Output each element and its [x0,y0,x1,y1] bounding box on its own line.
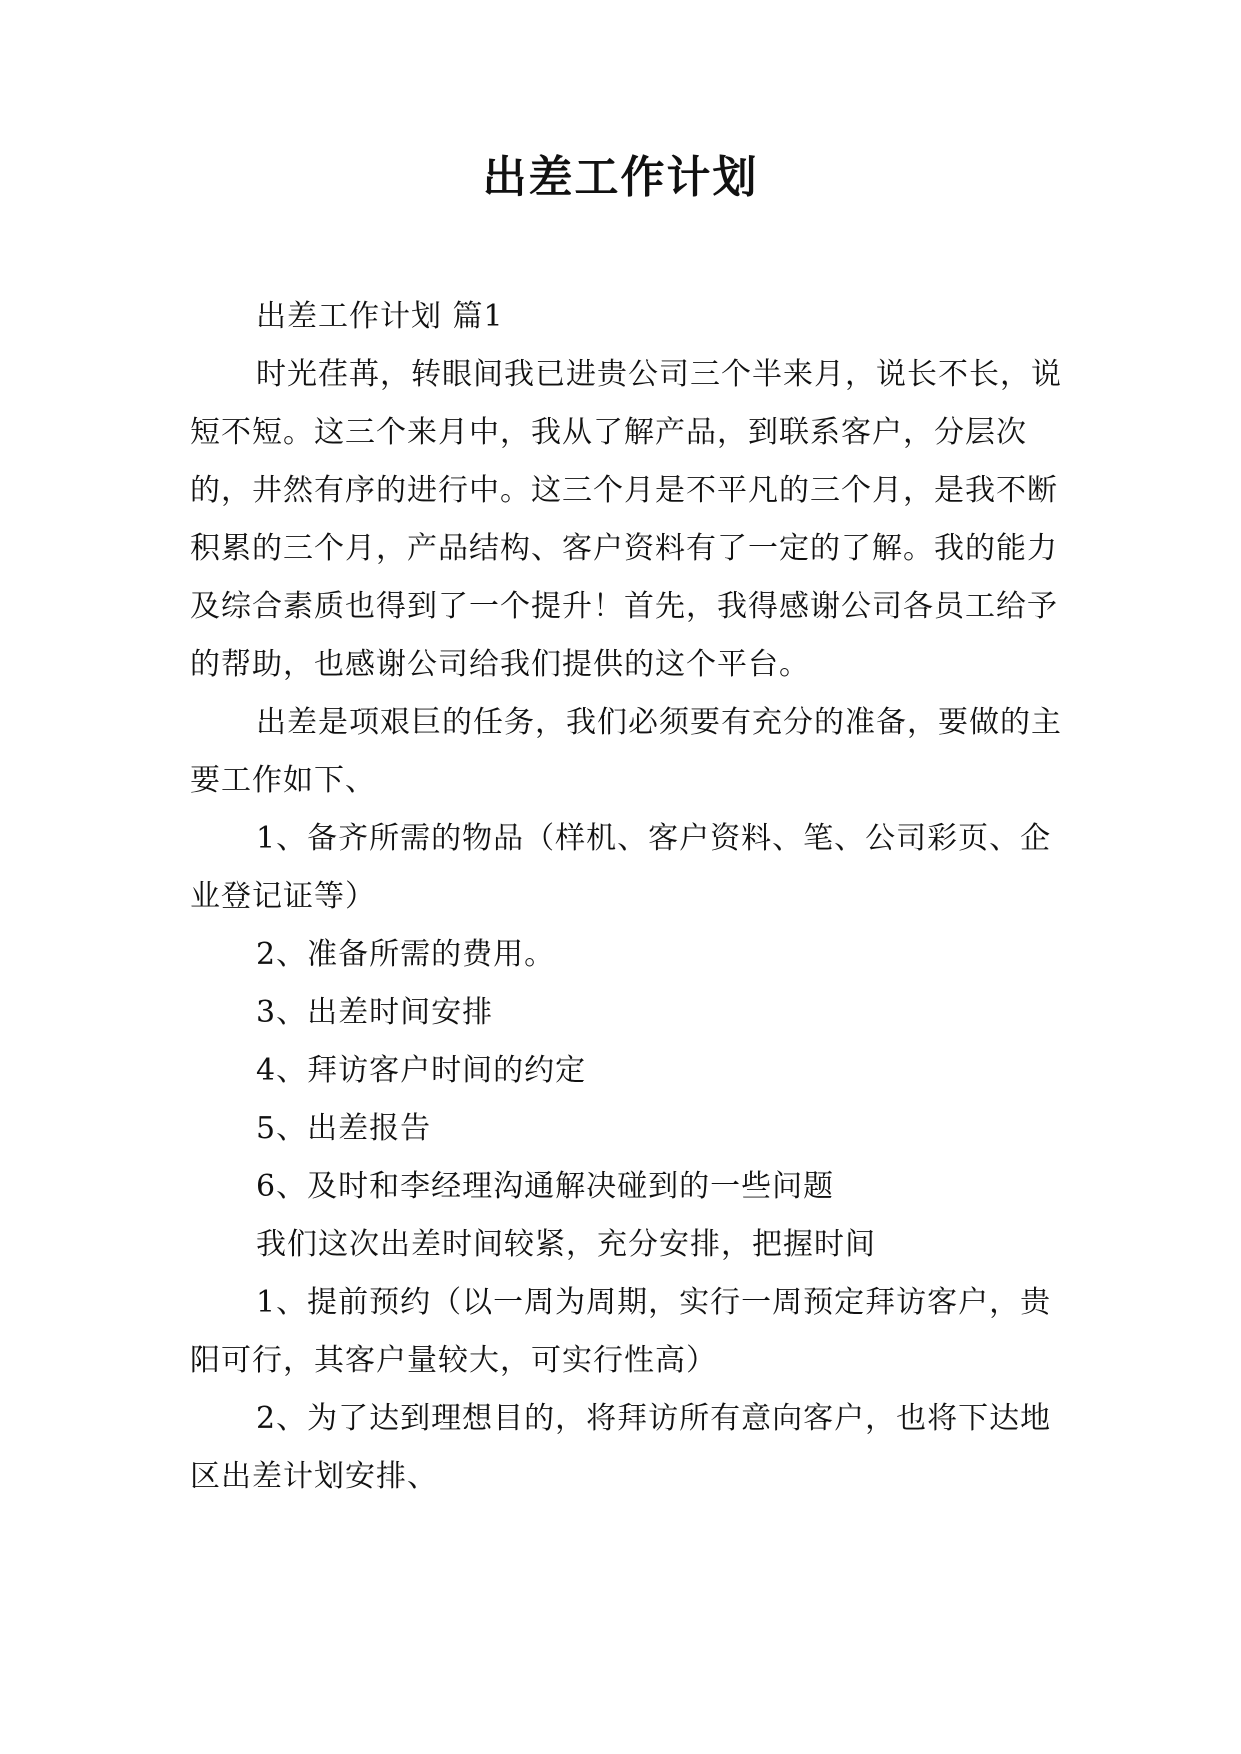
list-item: 1、提前预约（以一周为周期，实行一周预定拜访客户，贵阳可行，其客户量较大，可实行性高） [190,1285,1052,1378]
list-item: 1、备齐所需的物品（样机、客户资料、笔、公司彩页、企业登记证等） [190,821,1052,914]
document-title: 出差工作计划 [482,152,759,203]
document-body [190,288,1070,1506]
list-item: 2、为了达到理想目的，将拜访所有意向客户，也将下达地区出差计划安排、 [190,1401,1052,1494]
list-item: 2、准备所需的费用。 [256,937,556,972]
paragraph-schedule: 我们这次出差时间较紧，充分安排，把握时间 [256,1227,876,1262]
list-item: 5、出差报告 [256,1111,432,1146]
list-item: 6、及时和李经理沟通解决碰到的一些问题 [256,1169,835,1204]
list-item: 3、出差时间安排 [256,995,494,1030]
section-heading: 出差工作计划 篇1 [256,299,504,334]
paragraph-preparation: 出差是项艰巨的任务，我们必须要有充分的准备，要做的主要工作如下、 [190,705,1062,798]
list-item: 4、拜访客户时间的约定 [256,1053,587,1088]
paragraph-intro: 时光荏苒，转眼间我已进贵公司三个半来月，说长不长，说短不短。这三个来月中，我从了解产品，到联系客户，分层次的，井然有序的进行中。这三个月是不平凡的三个月，是我不断积累的三个月，产品结构、客户资料有了一定的了解。我的能力及综合素质也得到了一个提升！首先，我得感谢公司各员工给予的帮助，也感谢公司给我们提供的这个平台。 [190,357,1062,682]
